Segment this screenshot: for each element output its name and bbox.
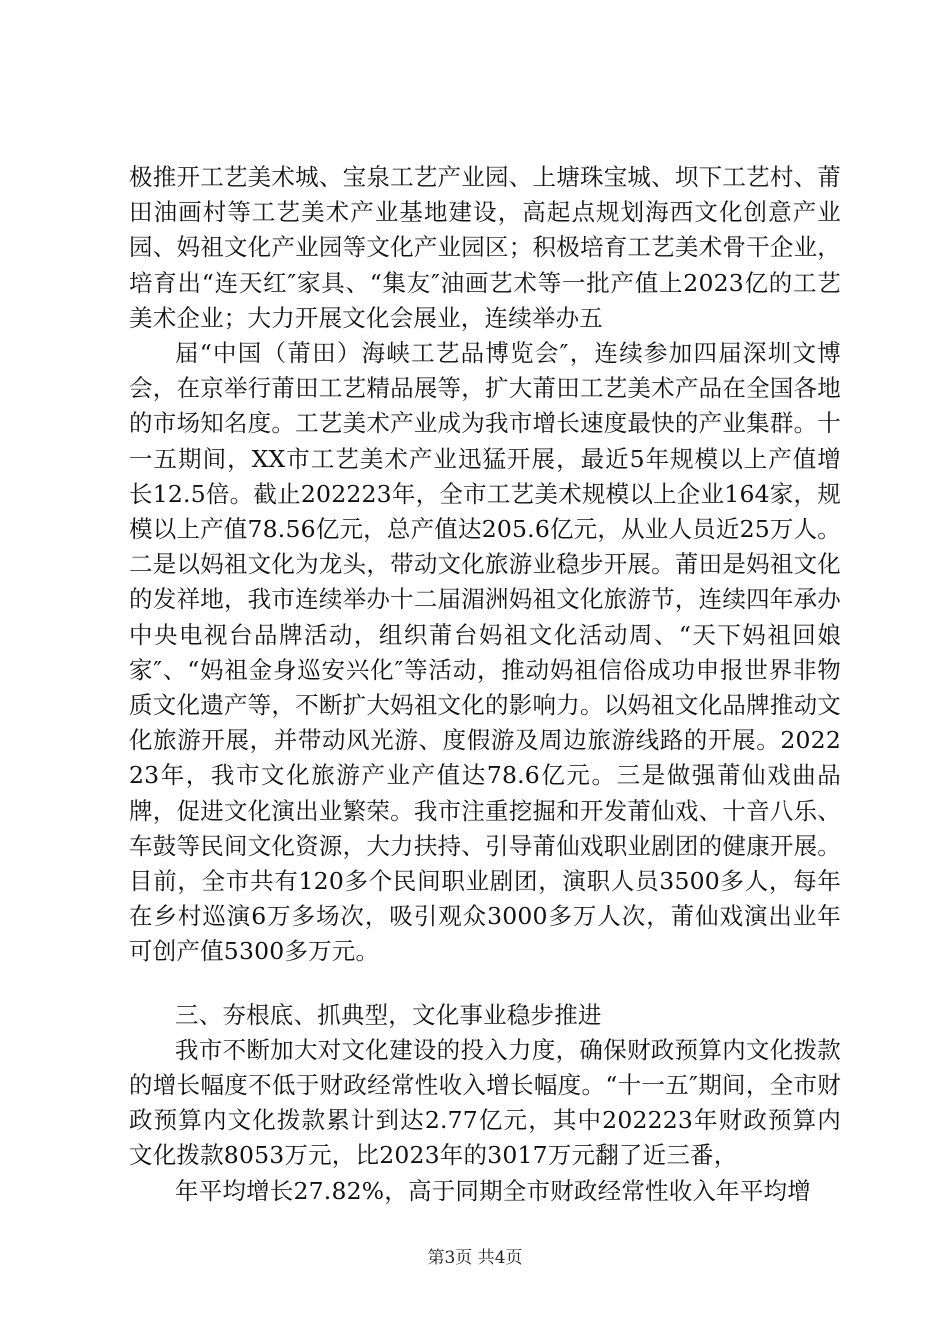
paragraph-cultural-investment: 我市不断加大对文化建设的投入力度，确保财政预算内文化拨款的增长幅度不低于财政经常性收入增长幅度。“十一五″期间，全市财政预算内文化拨款累计到达2.77亿元，其中202223年财政预算内文化拨款8053万元，比2023年的3017万元翻了近三番， [129,1035,841,1170]
paragraph-industry-bases: 极推开工艺美术城、宝泉工艺产业园、上塘珠宝城、坝下工艺村、莆田油画村等工艺美术产业基地建设，高起点规划海西文化创意产业园、妈祖文化产业园等文化产业园区；积极培育工艺美术骨干企业，培育出“连天红″家具、“集友″油画艺术等一批产值上2023亿的工艺美术企业；大力开展文化会展业，连续举办五 [129,163,841,332]
body-text [129,160,841,1209]
section-heading: 三、夯根底、抓典型，文化事业稳步推进 [175,1000,602,1029]
paragraph-industry-development: 届“中国（莆田）海峡工艺品博览会″，连续参加四届深圳文博会，在京举行莆田工艺精品展等，扩大莆田工艺美术产品在全国各地的市场知名度。工艺美术产业成为我市增长速度最快的产业集群。十一五期间，XX市工艺美术产业迅猛开展，最近5年规模以上产值增长12.5倍。截止202223年，全市工艺美术规模以上企业164家，规模以上产值78.56亿元，总产值达205.6亿元，从业人员近25万人。二是以妈祖文化为龙头，带动文化旅游业稳步开展。莆田是妈祖文化的发祥地，我市连续举办十二届湄洲妈祖文化旅游节，连续四年承办中央电视台品牌活动，组织莆台妈祖文化活动周、“天下妈祖回娘家″、“妈祖金身巡安兴化″等活动，推动妈祖信俗成功申报世界非物质文化遗产等，不断扩大妈祖文化的影响力。以妈祖文化品牌推动文化旅游开展，并带动风光游、度假游及周边旅游线路的开展。202223年，我市文化旅游产业产值达78.6亿元。三是做强莆仙戏曲品牌，促进文化演出业繁荣。我市注重挖掘和开发莆仙戏、十音八乐、车鼓等民间文化资源，大力扶持、引导莆仙戏职业剧团的健康开展。目前，全市共有120多个民间职业剧团，演职人员3500多人，每年在乡村巡演6万多场次，吸引观众3000多万人次，莆仙戏演出业年可创产值5300多万元。 [129,339,841,966]
page-footer: 第3页 共4页 [427,1248,523,1268]
paragraph-growth-rate: 年平均增长27.82%，高于同期全市财政经常性收入年平均增 [175,1176,811,1205]
